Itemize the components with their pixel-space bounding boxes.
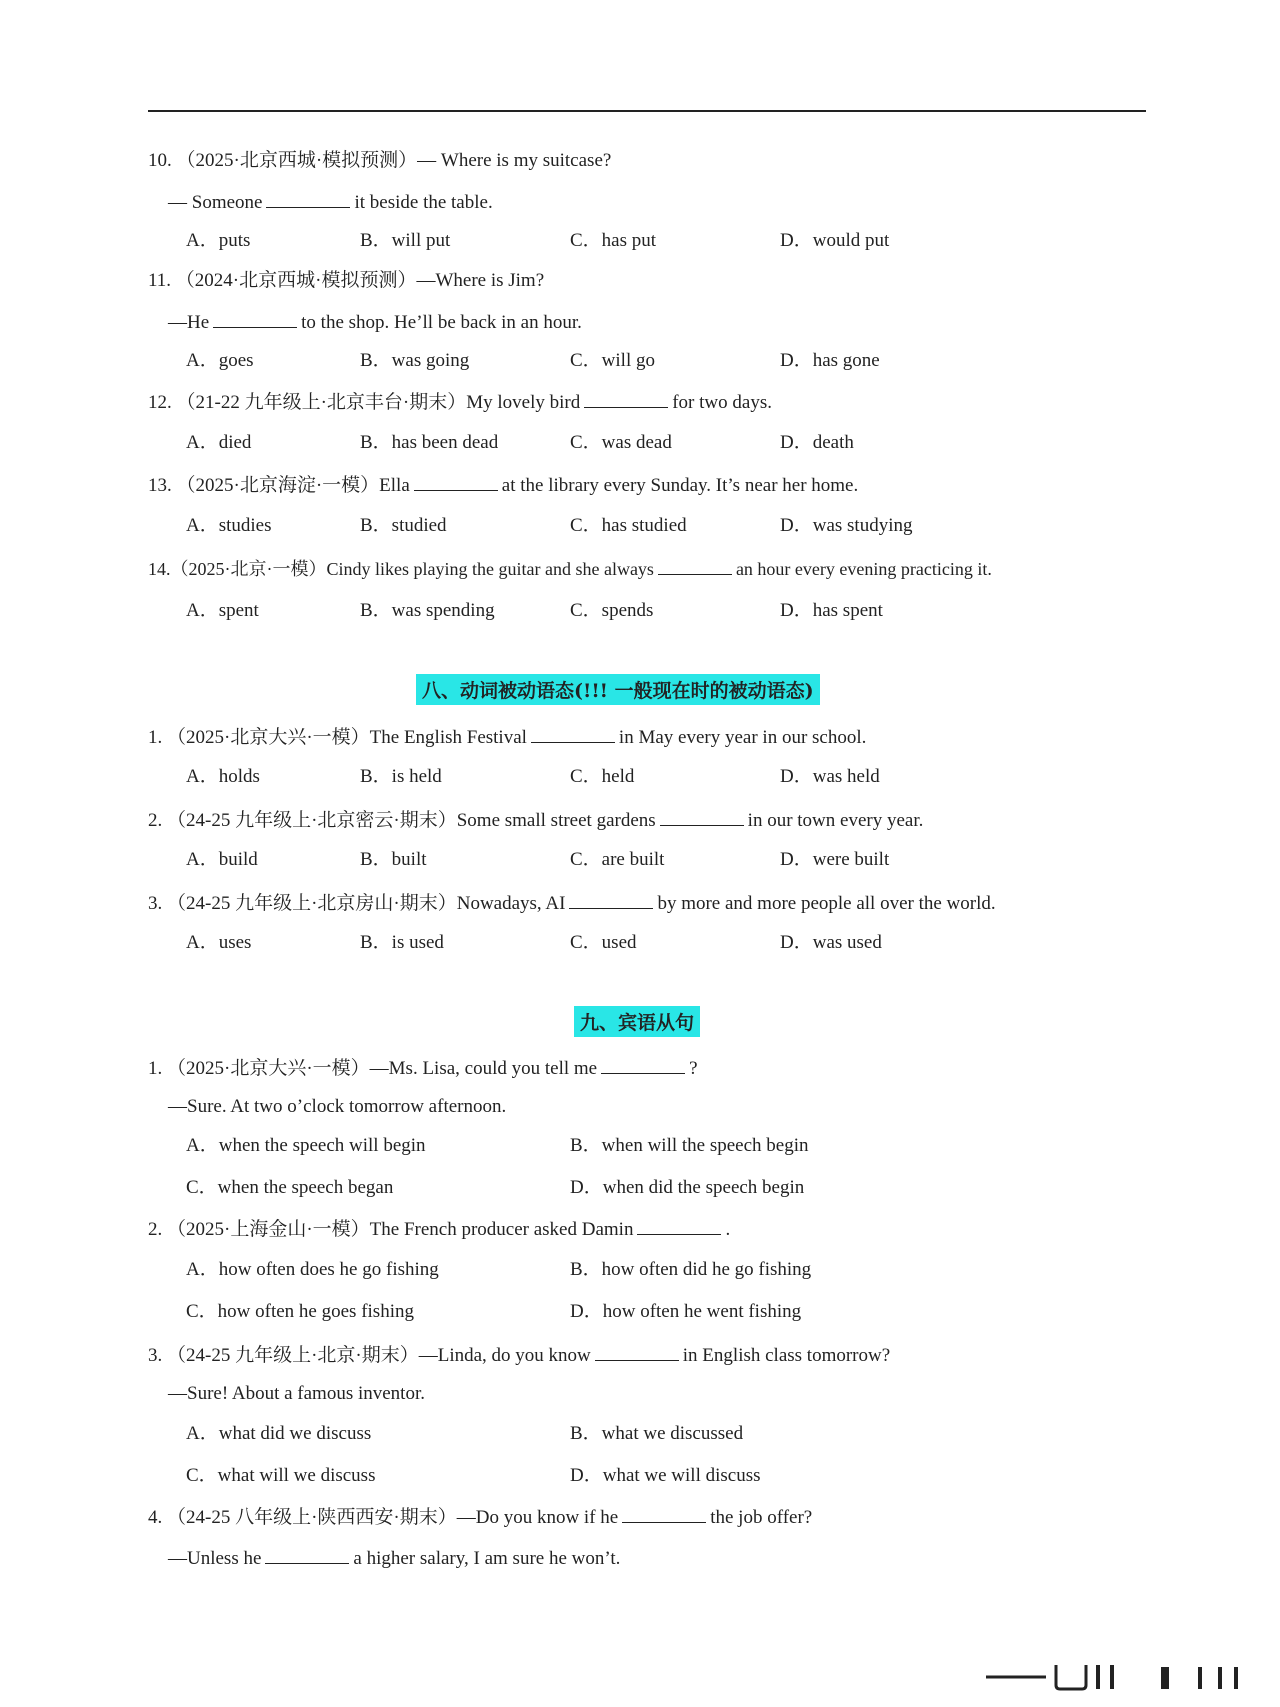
question-text: at the library every Sunday. It’s near her home. xyxy=(501,475,859,496)
question-text: ? xyxy=(689,1058,698,1079)
question-source: （2025·北京西城·模拟预测） xyxy=(176,150,418,171)
option-c: C．held xyxy=(570,766,635,787)
question-text: by more and more people all over the world. xyxy=(657,893,996,914)
question-source: （24-25 九年级上·北京·期末） xyxy=(167,1345,419,1366)
option-a: A．studies xyxy=(186,515,272,536)
question-text: — Someone xyxy=(168,192,263,213)
option-b: B．built xyxy=(360,849,427,870)
question-12 xyxy=(148,389,772,415)
option-c: C．has studied xyxy=(570,515,687,536)
question-text: in English class tomorrow? xyxy=(682,1345,891,1366)
question-text: — Where is my suitcase? xyxy=(417,150,612,171)
question-number: 12. xyxy=(148,392,172,413)
option-b: B．what we discussed xyxy=(570,1423,744,1444)
option-c: C．has put xyxy=(570,230,657,251)
option-d: D．when did the speech begin xyxy=(570,1177,805,1198)
question-text: —Linda, do you know xyxy=(418,1345,591,1366)
question-number: 10. xyxy=(148,150,172,171)
question-11 xyxy=(148,269,544,293)
object-question-1 xyxy=(148,1055,698,1081)
option-b: B．is held xyxy=(360,766,442,787)
question-text: the job offer? xyxy=(710,1507,813,1528)
option-b: B．has been dead xyxy=(360,432,499,453)
question-text: The French producer asked Damin xyxy=(369,1219,634,1240)
question-text: —Ms. Lisa, could you tell me xyxy=(369,1058,598,1079)
section-heading-object-clause: 九、宾语从句 xyxy=(574,1006,700,1037)
option-d: D．was held xyxy=(780,766,880,787)
answer-blank[interactable] xyxy=(266,189,350,208)
question-text: for two days. xyxy=(672,392,772,413)
answer-blank[interactable] xyxy=(660,807,744,826)
option-c: C．spends xyxy=(570,600,654,621)
option-b: B．was going xyxy=(360,350,470,371)
option-a: A．build xyxy=(186,849,258,870)
question-text: My lovely bird xyxy=(466,392,581,413)
question-13 xyxy=(148,472,858,498)
question-source: （21-22 九年级上·北京丰台·期末） xyxy=(176,392,467,413)
question-text: Nowadays, AI xyxy=(456,893,566,914)
object-question-3-reply: —Sure! About a famous inventor. xyxy=(168,1383,425,1404)
question-text: —He xyxy=(168,312,210,333)
question-text: in May every year in our school. xyxy=(618,727,867,748)
question-source: （24-25 九年级上·北京房山·期末） xyxy=(167,893,457,914)
option-b: B．is used xyxy=(360,932,444,953)
question-text: a higher salary, I am sure he won’t. xyxy=(353,1548,621,1569)
question-source: （2025·上海金山·一模） xyxy=(167,1219,370,1240)
option-d: D．what we will discuss xyxy=(570,1465,761,1486)
question-text: Cindy likes playing the guitar and she always xyxy=(326,559,654,579)
option-d: D．death xyxy=(780,432,854,453)
object-question-4 xyxy=(148,1504,812,1530)
question-number: 3. xyxy=(148,1345,163,1366)
question-text: . xyxy=(725,1219,731,1240)
option-c: C．was dead xyxy=(570,432,672,453)
option-c: C．when the speech began xyxy=(186,1177,394,1198)
answer-blank[interactable] xyxy=(658,556,732,575)
answer-blank[interactable] xyxy=(584,389,668,408)
question-10-line2 xyxy=(168,189,493,215)
answer-blank[interactable] xyxy=(595,1342,679,1361)
answer-blank[interactable] xyxy=(265,1545,349,1564)
answer-blank[interactable] xyxy=(569,890,653,909)
option-b: B．when will the speech begin xyxy=(570,1135,809,1156)
option-a: A．when the speech will begin xyxy=(186,1135,426,1156)
passive-question-3 xyxy=(148,890,996,916)
answer-blank[interactable] xyxy=(414,472,498,491)
object-question-2 xyxy=(148,1216,730,1242)
option-b: B．studied xyxy=(360,515,447,536)
option-d: D．how often he went fishing xyxy=(570,1301,802,1322)
question-source: （2025·北京大兴·一模） xyxy=(167,727,370,748)
question-number: 1. xyxy=(148,1058,163,1079)
header-rule xyxy=(148,110,1146,112)
question-source: （2025·北京·一模） xyxy=(170,559,327,579)
object-question-1-reply: —Sure. At two o’clock tomorrow afternoon. xyxy=(168,1096,507,1117)
question-text: —Where is Jim? xyxy=(416,270,545,291)
question-number: 1. xyxy=(148,727,163,748)
option-a: A．puts xyxy=(186,230,251,251)
question-number: 14. xyxy=(148,559,171,579)
passive-question-2 xyxy=(148,807,923,833)
answer-blank[interactable] xyxy=(213,309,297,328)
option-c: C．how often he goes fishing xyxy=(186,1301,414,1322)
option-d: D．was studying xyxy=(780,515,913,536)
option-a: A．died xyxy=(186,432,252,453)
passive-question-1 xyxy=(148,724,866,750)
object-question-4-line2 xyxy=(168,1545,620,1571)
question-number: 13. xyxy=(148,475,172,496)
option-a: A．uses xyxy=(186,932,252,953)
question-source: （24-25 八年级上·陕西西安·期末） xyxy=(167,1507,457,1528)
answer-blank[interactable] xyxy=(622,1504,706,1523)
question-number: 2. xyxy=(148,810,163,831)
option-d: D．has spent xyxy=(780,600,883,621)
object-question-3 xyxy=(148,1342,890,1368)
option-b: B．will put xyxy=(360,230,451,251)
question-11-line2 xyxy=(168,309,582,335)
question-text: an hour every evening practicing it. xyxy=(735,559,992,579)
answer-blank[interactable] xyxy=(601,1055,685,1074)
watermark-logo-icon xyxy=(986,1659,1266,1693)
question-text: to the shop. He’ll be back in an hour. xyxy=(301,312,582,333)
question-text: Some small street gardens xyxy=(456,810,656,831)
option-d: D．has gone xyxy=(780,350,880,371)
question-text: in our town every year. xyxy=(747,810,924,831)
option-d: D．were built xyxy=(780,849,890,870)
question-text: Ella xyxy=(379,475,410,496)
question-source: （2024·北京西城·模拟预测） xyxy=(175,270,417,291)
option-a: A．what did we discuss xyxy=(186,1423,372,1444)
option-a: A．goes xyxy=(186,350,254,371)
question-number: 4. xyxy=(148,1507,163,1528)
option-a: A．spent xyxy=(186,600,259,621)
answer-blank[interactable] xyxy=(637,1216,721,1235)
option-c: C．will go xyxy=(570,350,655,371)
option-b: B．how often did he go fishing xyxy=(570,1259,812,1280)
option-a: A．how often does he go fishing xyxy=(186,1259,439,1280)
answer-blank[interactable] xyxy=(531,724,615,743)
option-c: C．used xyxy=(570,932,637,953)
option-b: B．was spending xyxy=(360,600,495,621)
question-source: （24-25 九年级上·北京密云·期末） xyxy=(167,810,457,831)
question-text: The English Festival xyxy=(369,727,527,748)
question-text: it beside the table. xyxy=(354,192,493,213)
question-text: —Do you know if he xyxy=(456,1507,619,1528)
question-number: 3. xyxy=(148,893,163,914)
option-c: C．what will we discuss xyxy=(186,1465,376,1486)
question-source: （2025·北京海淀·一模） xyxy=(176,475,380,496)
question-10 xyxy=(148,149,611,173)
question-number: 11. xyxy=(148,270,172,291)
question-14 xyxy=(148,556,992,581)
section-heading-passive-voice: 八、动词被动语态(!!! 一般现在时的被动语态) xyxy=(416,674,820,705)
option-a: A．holds xyxy=(186,766,260,787)
question-text: —Unless he xyxy=(168,1548,262,1569)
question-number: 2. xyxy=(148,1219,163,1240)
option-d: D．would put xyxy=(780,230,890,251)
option-c: C．are built xyxy=(570,849,665,870)
question-source: （2025·北京大兴·一模） xyxy=(167,1058,370,1079)
option-d: D．was used xyxy=(780,932,882,953)
